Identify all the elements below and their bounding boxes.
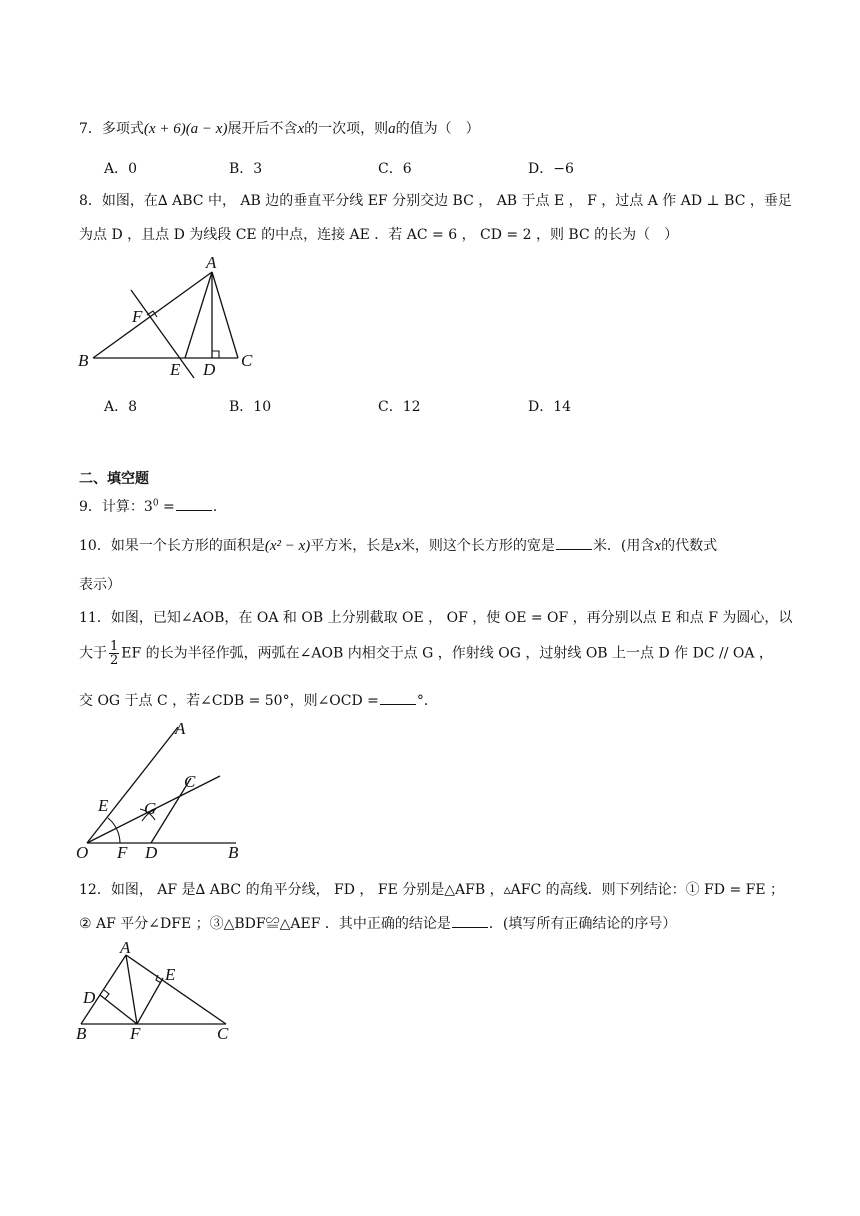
q8-stem-line2: 为点 D ，且点 D 为线段 CE 的中点，连接 AE ．若 AC = 6 ， CD = 2 ，则 BC 的长为（ ） bbox=[79, 227, 679, 243]
q11-answer-blank[interactable] bbox=[380, 692, 416, 705]
q12-label-e: E bbox=[165, 965, 176, 984]
q12-figure bbox=[76, 938, 251, 1047]
q11-stem-line1: 11．如图，已知∠AOB，在 OA 和 OB 上分别截取 OE ， OF ，使 OE = OF ，再分别以点 E 和点 F 为圆心，以 bbox=[79, 610, 793, 626]
q8-option-d[interactable]: D．14 bbox=[528, 399, 572, 415]
q7-option-b[interactable]: B．3 bbox=[229, 161, 263, 177]
q8-label-b: B bbox=[78, 351, 89, 370]
q7-stem: 7．多项式(x + 6)(a − x)展开后不含x的一次项，则a的值为（ ） bbox=[79, 121, 480, 137]
q12-answer-blank[interactable] bbox=[452, 915, 488, 928]
q11-label-b: B bbox=[228, 843, 239, 862]
q10-answer-blank[interactable] bbox=[556, 537, 592, 550]
q12-stem-line2: ② AF 平分∠DFE ；③△BDF≌△AEF ．其中正确的结论是 ．(填写所有正确结论的序号） bbox=[79, 916, 677, 932]
q8-option-c[interactable]: C．12 bbox=[378, 399, 421, 415]
q10-stem-line1: 10．如果一个长方形的面积是(x² − x)平方米，长是x米，则这个长方形的宽是 米．(用含x的代数式 bbox=[79, 538, 718, 554]
q11-stem-line3: 交 OG 于点 C ，若∠CDB = 50°，则∠OCD = °． bbox=[79, 693, 438, 709]
q10-stem-line2: 表示） bbox=[79, 577, 121, 593]
q11-label-g: G bbox=[144, 799, 157, 818]
section-heading-fill-in: 二、填空题 bbox=[79, 471, 149, 487]
q11-label-e: E bbox=[98, 796, 109, 815]
q11-label-a: A bbox=[175, 719, 186, 738]
q8-label-e: E bbox=[170, 360, 181, 379]
q8-label-f: F bbox=[132, 307, 143, 326]
q9-answer-blank[interactable] bbox=[176, 498, 212, 511]
q8-label-d: D bbox=[203, 360, 216, 379]
q12-label-b: B bbox=[76, 1024, 87, 1043]
q11-label-d: D bbox=[145, 843, 158, 862]
q11-fraction: $\frac{1}{2}$ bbox=[110, 639, 119, 668]
q11-label-o: O bbox=[76, 843, 89, 862]
q8-option-b[interactable]: B．10 bbox=[229, 399, 272, 415]
q12-label-f: F bbox=[130, 1024, 141, 1043]
q8-stem-line1: 8．如图，在∆ ABC 中， AB 边的垂直平分线 EF 分别交边 BC ， AB 于点 E ， F ，过点 A 作 AD ⊥ BC ，垂足 bbox=[79, 193, 792, 209]
q12-label-c: C bbox=[217, 1024, 229, 1043]
q8-figure bbox=[76, 254, 276, 379]
q7-option-d[interactable]: D．−6 bbox=[528, 161, 574, 177]
q9-stem: 9．计算：$3^0$ = . bbox=[79, 498, 218, 515]
q12-stem-line1: 12．如图， AF 是∆ ABC 的角平分线， FD ， FE 分别是△AFB ，▵AFC 的高线．则下列结论：① FD = FE ； bbox=[79, 882, 785, 898]
q8-label-c: C bbox=[241, 351, 253, 370]
q11-label-f: F bbox=[117, 843, 128, 862]
q11-figure bbox=[76, 716, 266, 861]
q7-option-a[interactable]: A．0 bbox=[104, 161, 138, 177]
q7-option-c[interactable]: C．6 bbox=[378, 161, 412, 177]
q12-label-a: A bbox=[120, 938, 131, 957]
q8-option-a[interactable]: A．8 bbox=[104, 399, 138, 415]
q8-label-a: A bbox=[206, 253, 217, 272]
q11-stem-line2: 大于 $\frac{1}{2}$ EF 的长为半径作弧，两弧在∠AOB 内相交于点 G ，作射线 OG ，过射线 OB 上一点 D 作 DC // OA ， bbox=[79, 639, 773, 668]
q11-label-c: C bbox=[184, 772, 196, 791]
q12-label-d: D bbox=[83, 988, 96, 1007]
q7-expression: (x + 6)(a − x) bbox=[143, 121, 228, 137]
